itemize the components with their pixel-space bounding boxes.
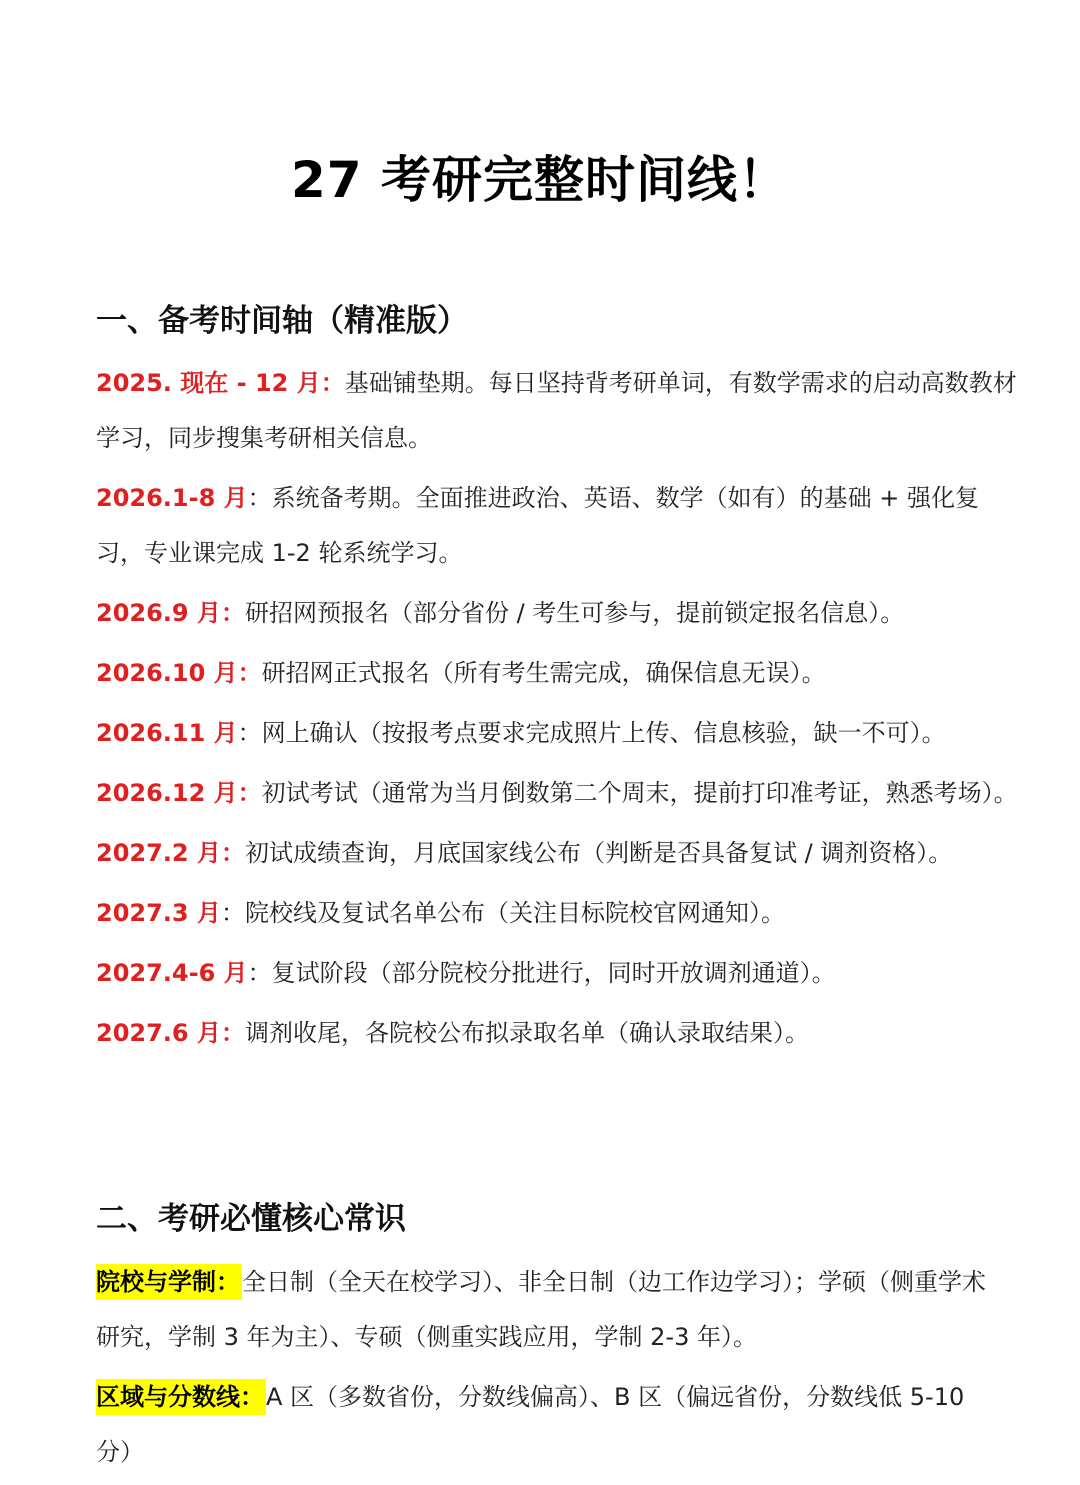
timeline-colon: ： — [220, 899, 245, 927]
knowledge-entry — [96, 1370, 996, 1480]
timeline-colon: ： — [237, 779, 262, 807]
timeline-colon: ： — [320, 369, 345, 397]
timeline-date: 2027.3 月 — [96, 899, 221, 927]
timeline-entry — [96, 886, 1026, 941]
timeline-text: 基础铺垫期。每日坚持背考研单词，有数学需求的启动高数教材学习，同步搜集考研相关信息。 — [96, 369, 1017, 452]
timeline-text: 初试成绩查询，月底国家线公布（判断是否具备复试 / 调剂资格）。 — [244, 839, 953, 867]
timeline-list — [96, 356, 1026, 1066]
timeline-colon: ： — [220, 599, 245, 627]
timeline-entry — [96, 1006, 1026, 1061]
timeline-date: 2026.1-8 月 — [96, 484, 248, 512]
timeline-entry — [96, 586, 1026, 641]
timeline-date: 2026.11 月 — [96, 719, 238, 747]
highlight-label: 区域与分数线： — [96, 1379, 266, 1415]
timeline-colon: ： — [220, 839, 245, 867]
timeline-date: 2027.4-6 月 — [96, 959, 248, 987]
timeline-entry — [96, 356, 1026, 466]
timeline-text: 研招网预报名（部分省份 / 考生可参与，提前锁定报名信息）。 — [244, 599, 905, 627]
timeline-date: 2026.12 月 — [96, 779, 238, 807]
timeline-text: 研招网正式报名（所有考生需完成，确保信息无误）。 — [261, 659, 826, 687]
timeline-date: 2026.9 月 — [96, 599, 221, 627]
timeline-colon: ： — [220, 1019, 245, 1047]
knowledge-list — [96, 1255, 996, 1485]
timeline-colon: ： — [237, 719, 262, 747]
page-title: 27 考研完整时间线！ — [291, 151, 789, 209]
timeline-entry — [96, 471, 1026, 581]
timeline-date: 2025. 现在 - 12 月 — [96, 369, 321, 397]
timeline-entry — [96, 646, 1026, 701]
timeline-entry — [96, 766, 1026, 821]
timeline-entry — [96, 826, 1026, 881]
section-heading-knowledge: 二、考研必懂核心常识 — [96, 1201, 406, 1237]
timeline-date: 2027.6 月 — [96, 1019, 221, 1047]
timeline-colon: ： — [247, 959, 272, 987]
section-heading-timeline: 一、备考时间轴（精准版） — [96, 303, 468, 339]
knowledge-text: A 区（多数省份，分数线偏高）、B 区（偏远省份，分数线低 5-10 分） — [96, 1383, 965, 1466]
timeline-text: 复试阶段（部分院校分批进行，同时开放调剂通道）。 — [271, 959, 836, 987]
timeline-date: 2026.10 月 — [96, 659, 238, 687]
timeline-text: 院校线及复试名单公布（关注目标院校官网通知）。 — [244, 899, 785, 927]
timeline-colon: ： — [247, 484, 272, 512]
knowledge-text: 全日制（全天在校学习）、非全日制（边工作边学习）；学硕（侧重学术研究，学制 3 年为主）、专硕（侧重实践应用，学制 2-3 年）。 — [96, 1268, 986, 1351]
timeline-text: 网上确认（按报考点要求完成照片上传、信息核验，缺一不可）。 — [261, 719, 946, 747]
timeline-text: 初试考试（通常为当月倒数第二个周末，提前打印准考证，熟悉考场）。 — [261, 779, 1018, 807]
timeline-text: 系统备考期。全面推进政治、英语、数学（如有）的基础 + 强化复习，专业课完成 1-2 轮系统学习。 — [96, 484, 980, 567]
knowledge-entry — [96, 1255, 996, 1365]
timeline-colon: ： — [237, 659, 262, 687]
timeline-text: 调剂收尾，各院校公布拟录取名单（确认录取结果）。 — [244, 1019, 809, 1047]
timeline-entry — [96, 946, 1026, 1001]
timeline-entry — [96, 706, 1026, 761]
highlight-label: 院校与学制： — [96, 1264, 242, 1300]
timeline-date: 2027.2 月 — [96, 839, 221, 867]
